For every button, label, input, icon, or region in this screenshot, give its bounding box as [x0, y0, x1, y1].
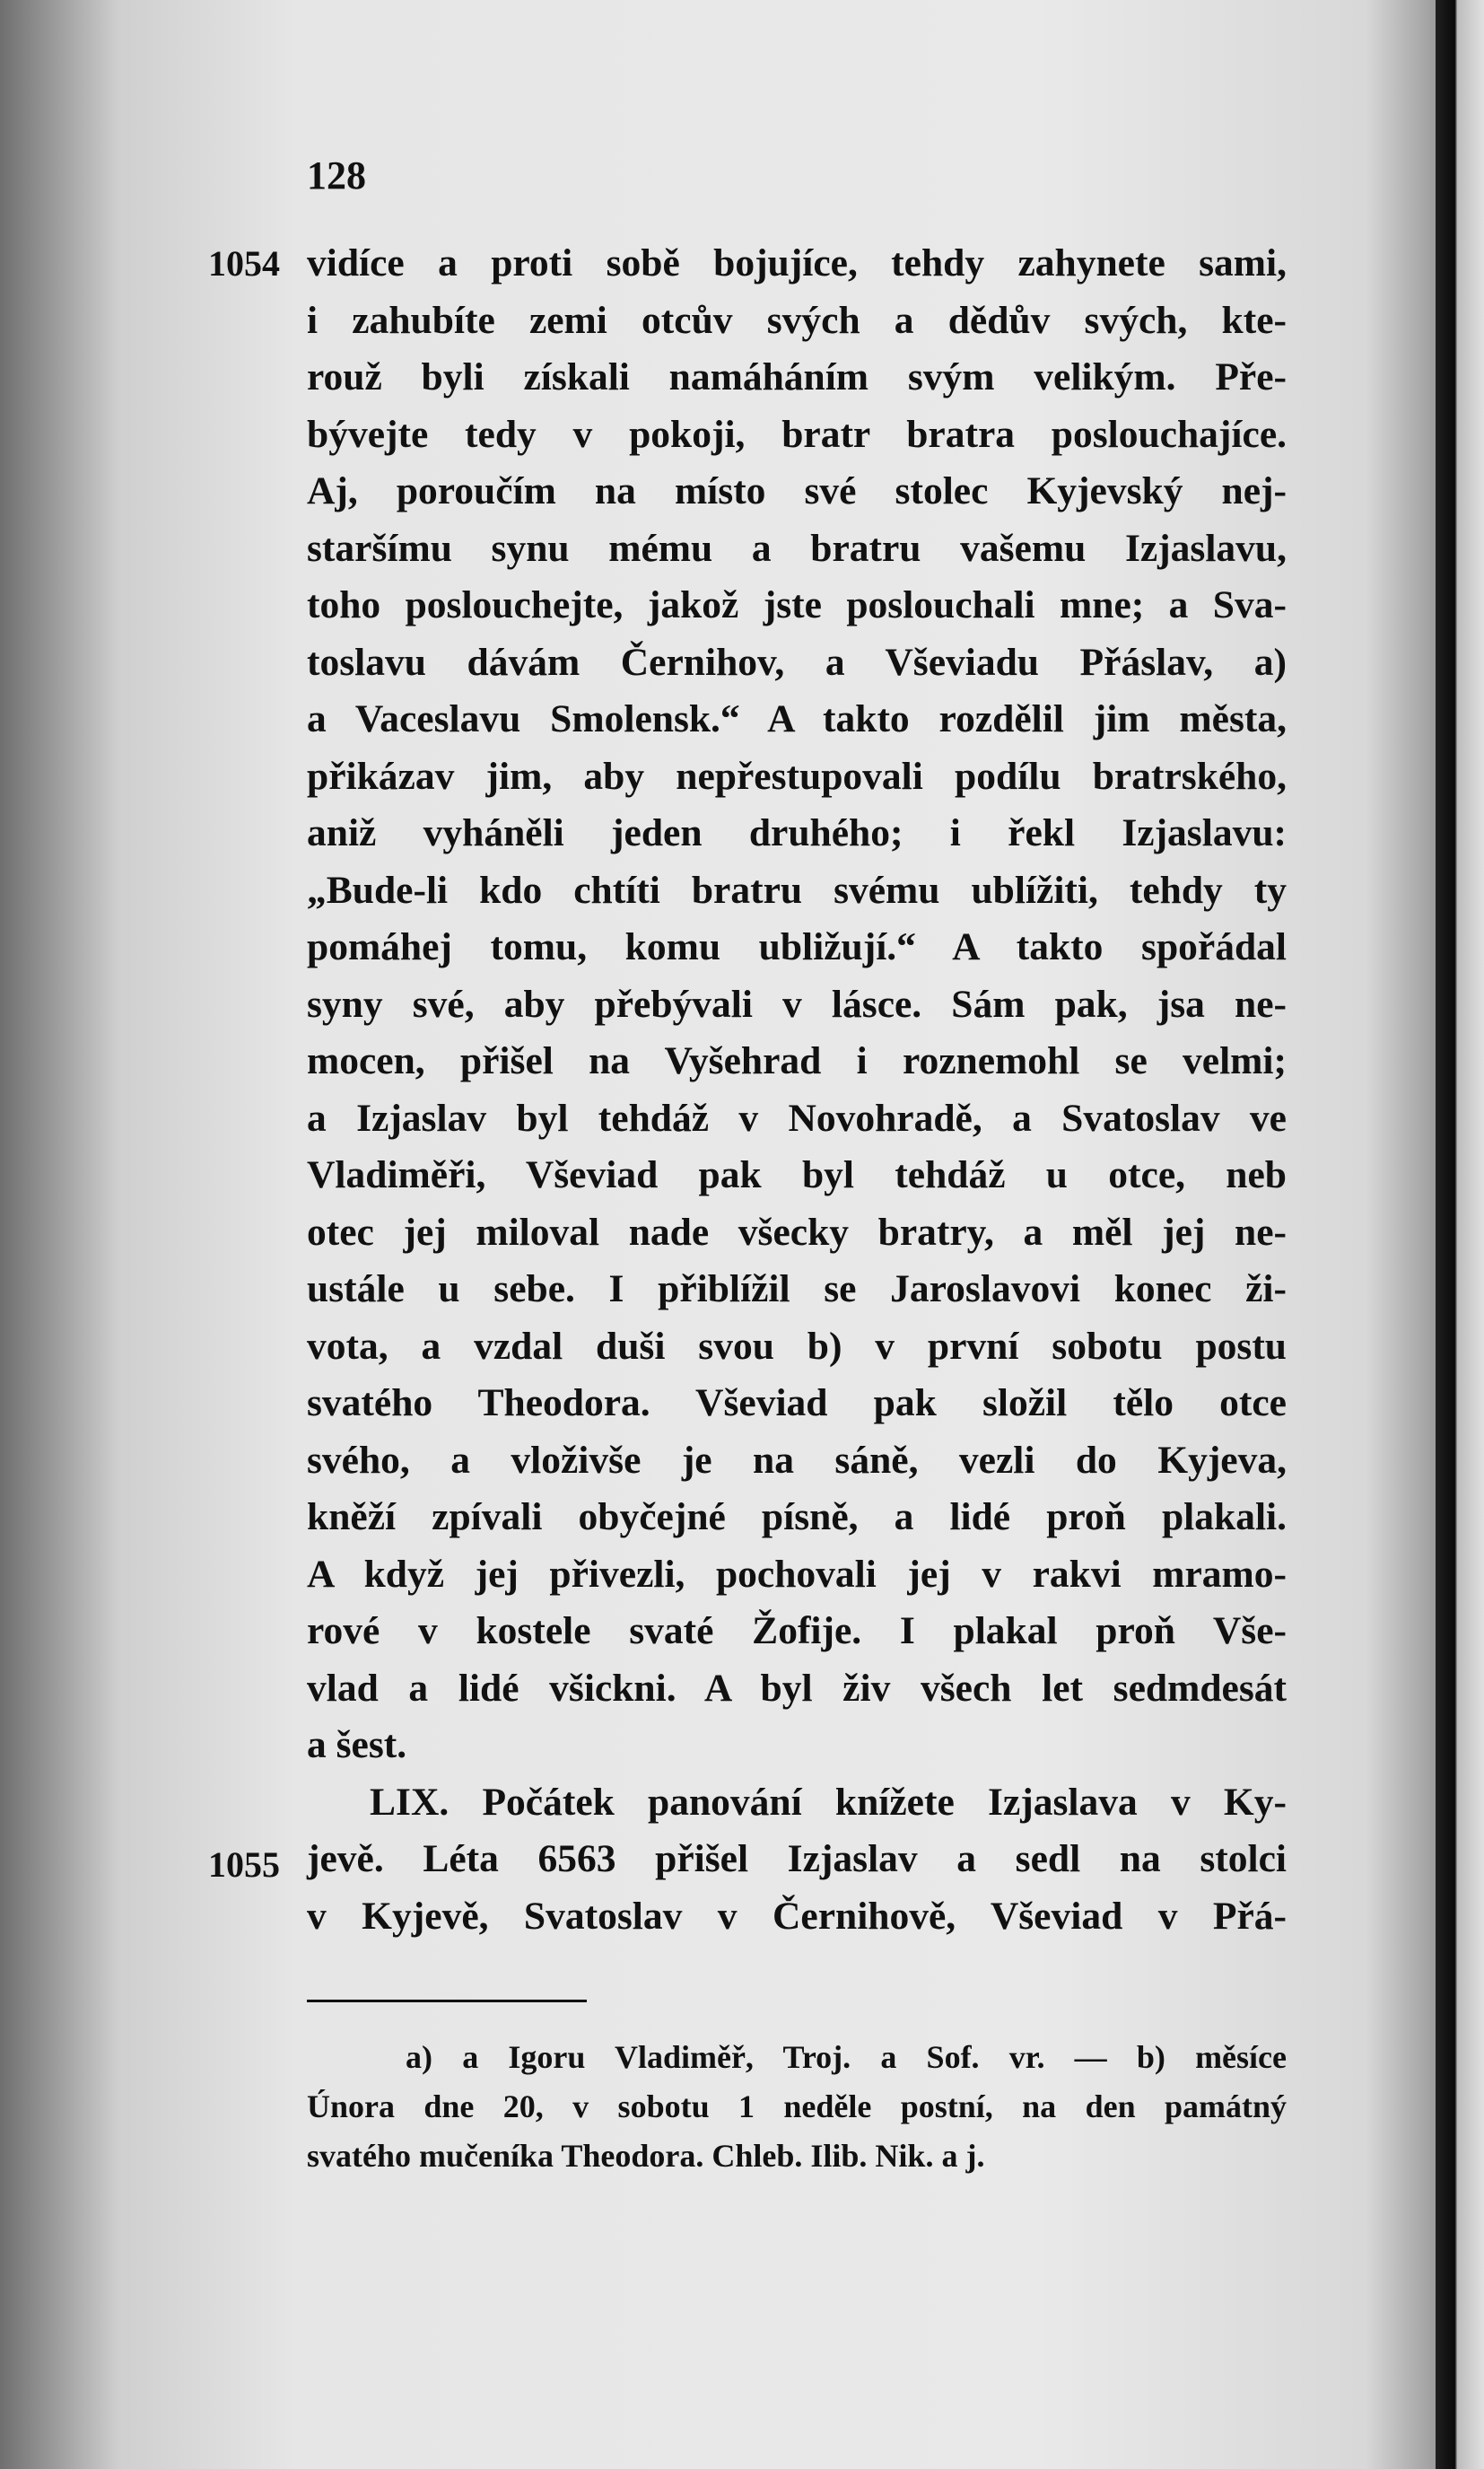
text-line: vidíce a proti sobě bojujíce, tehdy zahynete sami, — [307, 241, 1287, 285]
margin-year-1055: 1055 — [208, 1844, 280, 1885]
text-line: Aj, poroučím na místo své stolec Kyjevský nej- — [307, 469, 1287, 512]
footnote-separator-rule — [307, 2000, 587, 2002]
text-line: otec jej miloval nade všecky bratry, a měl jej ne- — [307, 1210, 1287, 1254]
text-line: Vladiměři, Vševiad pak byl tehdáž u otce, neb — [307, 1153, 1287, 1196]
text-line: svatého Theodora. Vševiad pak složil tělo otce — [307, 1381, 1287, 1424]
margin-year-1054: 1054 — [208, 243, 280, 284]
text-line: rové v kostele svaté Žofije. I plakal proň Vše- — [307, 1609, 1287, 1652]
text-line: mocen, přišel na Vyšehrad i roznemohl se velmi; — [307, 1039, 1287, 1082]
text-line: svého, a vloživše je na sáně, vezli do Kyjeva, — [307, 1438, 1287, 1482]
footnotes — [307, 2033, 1287, 2181]
text-line: ustále u sebe. I přiblížil se Jaroslavovi konec ži- — [307, 1267, 1287, 1310]
text-line: toslavu dávám Černihov, a Vševiadu Přáslav, a) — [307, 640, 1287, 684]
text-line: vota, a vzdal duši svou b) v první sobotu postu — [307, 1324, 1287, 1368]
text-line: kněží zpívali obyčejné písně, a lidé proň plakali. — [307, 1495, 1287, 1538]
text-line: v Kyjevě, Svatoslav v Černihově, Vševiad v Přá- — [307, 1894, 1287, 1938]
text-line: jevě. Léta 6563 přišel Izjaslav a sedl na stolci — [307, 1837, 1287, 1880]
text-line: staršímu synu mému a bratru vašemu Izjaslavu, — [307, 526, 1287, 570]
text-line: vlad a lidé všickni. A byl živ všech let sedmdesát — [307, 1666, 1287, 1710]
text-line: bývejte tedy v pokoji, bratr bratra poslouchajíce. — [307, 412, 1287, 456]
body-text — [307, 235, 1287, 1945]
book-spine-edge — [1436, 0, 1484, 2469]
footnote-line: Února dne 20, v sobotu 1 neděle postní, na den památný — [307, 2088, 1287, 2124]
text-line: pomáhej tomu, komu ubližují.“ A takto spořádal — [307, 925, 1287, 968]
text-line: rouž byli získali namáháním svým velikým. Pře- — [307, 355, 1287, 398]
text-line: a Vaceslavu Smolensk.“ A takto rozdělil jim města, — [307, 697, 1287, 740]
text-line: přikázav jim, aby nepřestupovali podílu bratrského, — [307, 754, 1287, 798]
text-line: i zahubíte zemi otcův svých a dědův svých, kte- — [307, 298, 1287, 342]
footnote-line: svatého mučeníka Theodora. Chleb. Ilib. Nik. a j. — [307, 2138, 985, 2174]
text-line: a šest. — [307, 1723, 407, 1766]
text-line: a Izjaslav byl tehdáž v Novohradě, a Svatoslav ve — [307, 1096, 1287, 1140]
text-line: aniž vyháněli jeden druhého; i řekl Izjaslavu: — [307, 811, 1287, 854]
chapter-heading-line: LIX. Počátek panování knížete Izjaslava v Ky- — [370, 1780, 1287, 1824]
text-line: syny své, aby přebývali v lásce. Sám pak, jsa ne- — [307, 982, 1287, 1026]
text-line: A když jej přivezli, pochovali jej v rakvi mramo- — [307, 1552, 1287, 1596]
text-line: toho poslouchejte, jakož jste poslouchali mne; a Sva- — [307, 583, 1287, 626]
page-number: 128 — [307, 153, 366, 197]
footnote-line: a) a Igoru Vladiměř, Troj. a Sof. vr. — b) měsíce — [406, 2039, 1287, 2075]
text-line: „Bude-li kdo chtíti bratru svému ublížiti, tehdy ty — [307, 868, 1287, 912]
